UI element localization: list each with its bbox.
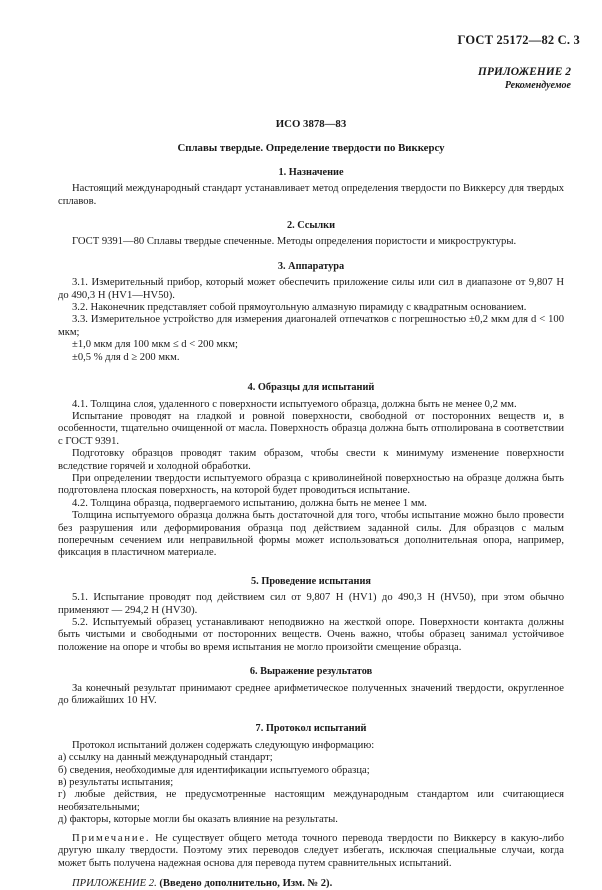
- paragraph: Толщина испытуемого образца должна быть достаточной для того, чтобы испытание можно было провести без разрушения или деформирования образца под действием заданной силы. Для образцов с малым поперечным сечением или неправильной формы может использоваться дополнительная опора, например, фиксация в пластичном материале.: [58, 510, 564, 559]
- paragraph: 5.1. Испытание проводят под действием сил от 9,807 Н (HV1) до 490,3 Н (HV50), при этом обычно применяют — 294,2 Н (HV30).: [58, 592, 564, 616]
- paragraph: Настоящий международный стандарт устанавливает метод определения твердости по Виккерсу для твердых сплавов.: [58, 183, 564, 207]
- section-title: 4. Образцы для испытаний: [247, 382, 375, 394]
- document-number: ИСО 3878—83: [275, 118, 347, 130]
- note-paragraph: [58, 833, 564, 870]
- paragraph: 4.1. Толщина слоя, удаленного с поверхности испытуемого образца, должна быть не менее 0,2 мм.: [72, 398, 517, 410]
- section-title: 3. Аппаратура: [277, 260, 345, 272]
- paragraph: Испытание проводят на гладкой и ровной поверхности, свободной от посторонних веществ и, в особенности, тщательно очищенной от масла. Поверхность образца должна быть отполирована в соответствии с ГОСТ 9391.: [58, 410, 564, 447]
- list-item: б) сведения, необходимые для идентификации испытуемого образца;: [58, 764, 370, 776]
- section-title: 6. Выражение результатов: [249, 666, 373, 678]
- paragraph: 3.3. Измерительное устройство для измерения диагоналей отпечатков с погрешностью ±0,2 мкм для d < 100 мкм;: [58, 314, 564, 338]
- paragraph: 3.2. Наконечник представляет собой прямоугольную алмазную пирамиду с квадратным основанием.: [72, 302, 527, 314]
- paragraph: 5.2. Испытуемый образец устанавливают неподвижно на жесткой опоре. Поверхности контакта должны быть чистыми и свободными от посторонних веществ. Очень важно, чтобы образец занимал устойчивое положение на опоре и чтобы во время испытания не могло произойти смещение образца.: [58, 617, 564, 653]
- section-title: 7. Протокол испытаний: [255, 723, 367, 735]
- list-item: г) любые действия, не предусмотренные настоящим международным стандартом или считающиеся необязательными;: [58, 789, 564, 813]
- note-label: Примечание.: [72, 832, 151, 844]
- list-item: в) результаты испытания;: [58, 777, 174, 789]
- footer-line: [58, 878, 564, 890]
- list-item: а) ссылку на данный международный стандарт;: [58, 752, 273, 764]
- list-item: д) факторы, которые могли бы оказать влияние на результаты.: [58, 814, 338, 826]
- section-title: 5. Проведение испытания: [251, 575, 371, 587]
- appendix-label: ПРИЛОЖЕНИЕ 2: [477, 66, 571, 78]
- footer-appendix-ref: ПРИЛОЖЕНИЕ 2.: [72, 877, 157, 889]
- paragraph: За конечный результат принимают среднее арифметическое полученных значений твердости, округленное до ближайших 10 HV.: [58, 682, 564, 707]
- paragraph: Подготовку образцов проводят таким образом, чтобы свести к минимуму изменение поверхности вследствие горячей и холодной обработки.: [58, 448, 564, 472]
- section-title: 1. Назначение: [278, 166, 344, 178]
- page-header: ГОСТ 25172—82 С. 3: [457, 33, 580, 47]
- document-body: [58, 118, 564, 890]
- appendix-status: Рекомендуемое: [504, 80, 571, 91]
- paragraph: При определении твердости испытуемого образца с криволинейной поверхностью на образце должна быть подготовлена плоская поверхность, на которой будет проводиться испытание.: [58, 472, 564, 497]
- section-title: 2. Ссылки: [286, 220, 336, 232]
- document-title: Сплавы твердые. Определение твердости по Виккерсу: [177, 142, 445, 155]
- paragraph: ±0,5 % для d ≥ 200 мкм.: [72, 351, 180, 363]
- note-text: Не существует общего метода точного перевода твердости по Виккерсу в какую-либо другую шкалу твердости. Поэтому этих переводов следует избегать, исключая специальные случаи, когда может быть получена надежная основа для перевода путем сравнительных испытаний.: [58, 832, 564, 869]
- appendix-block: [478, 66, 571, 92]
- paragraph: 3.1. Измерительный прибор, который может обеспечить приложение силы или сил в диапазоне от 9,807 Н до 490,3 Н (HV1—HV50).: [58, 277, 564, 301]
- paragraph: ГОСТ 9391—80 Сплавы твердые спеченные. Методы определения пористости и микроструктуры.: [72, 236, 517, 248]
- paragraph: ±1,0 мкм для 100 мкм ≤ d < 200 мкм;: [72, 339, 238, 351]
- paragraph: 4.2. Толщина образца, подвергаемого испытанию, должна быть не менее 1 мм.: [72, 497, 427, 509]
- paragraph: Протокол испытаний должен содержать следующую информацию:: [72, 739, 375, 751]
- footer-amendment: (Введено дополнительно, Изм. № 2).: [159, 877, 333, 889]
